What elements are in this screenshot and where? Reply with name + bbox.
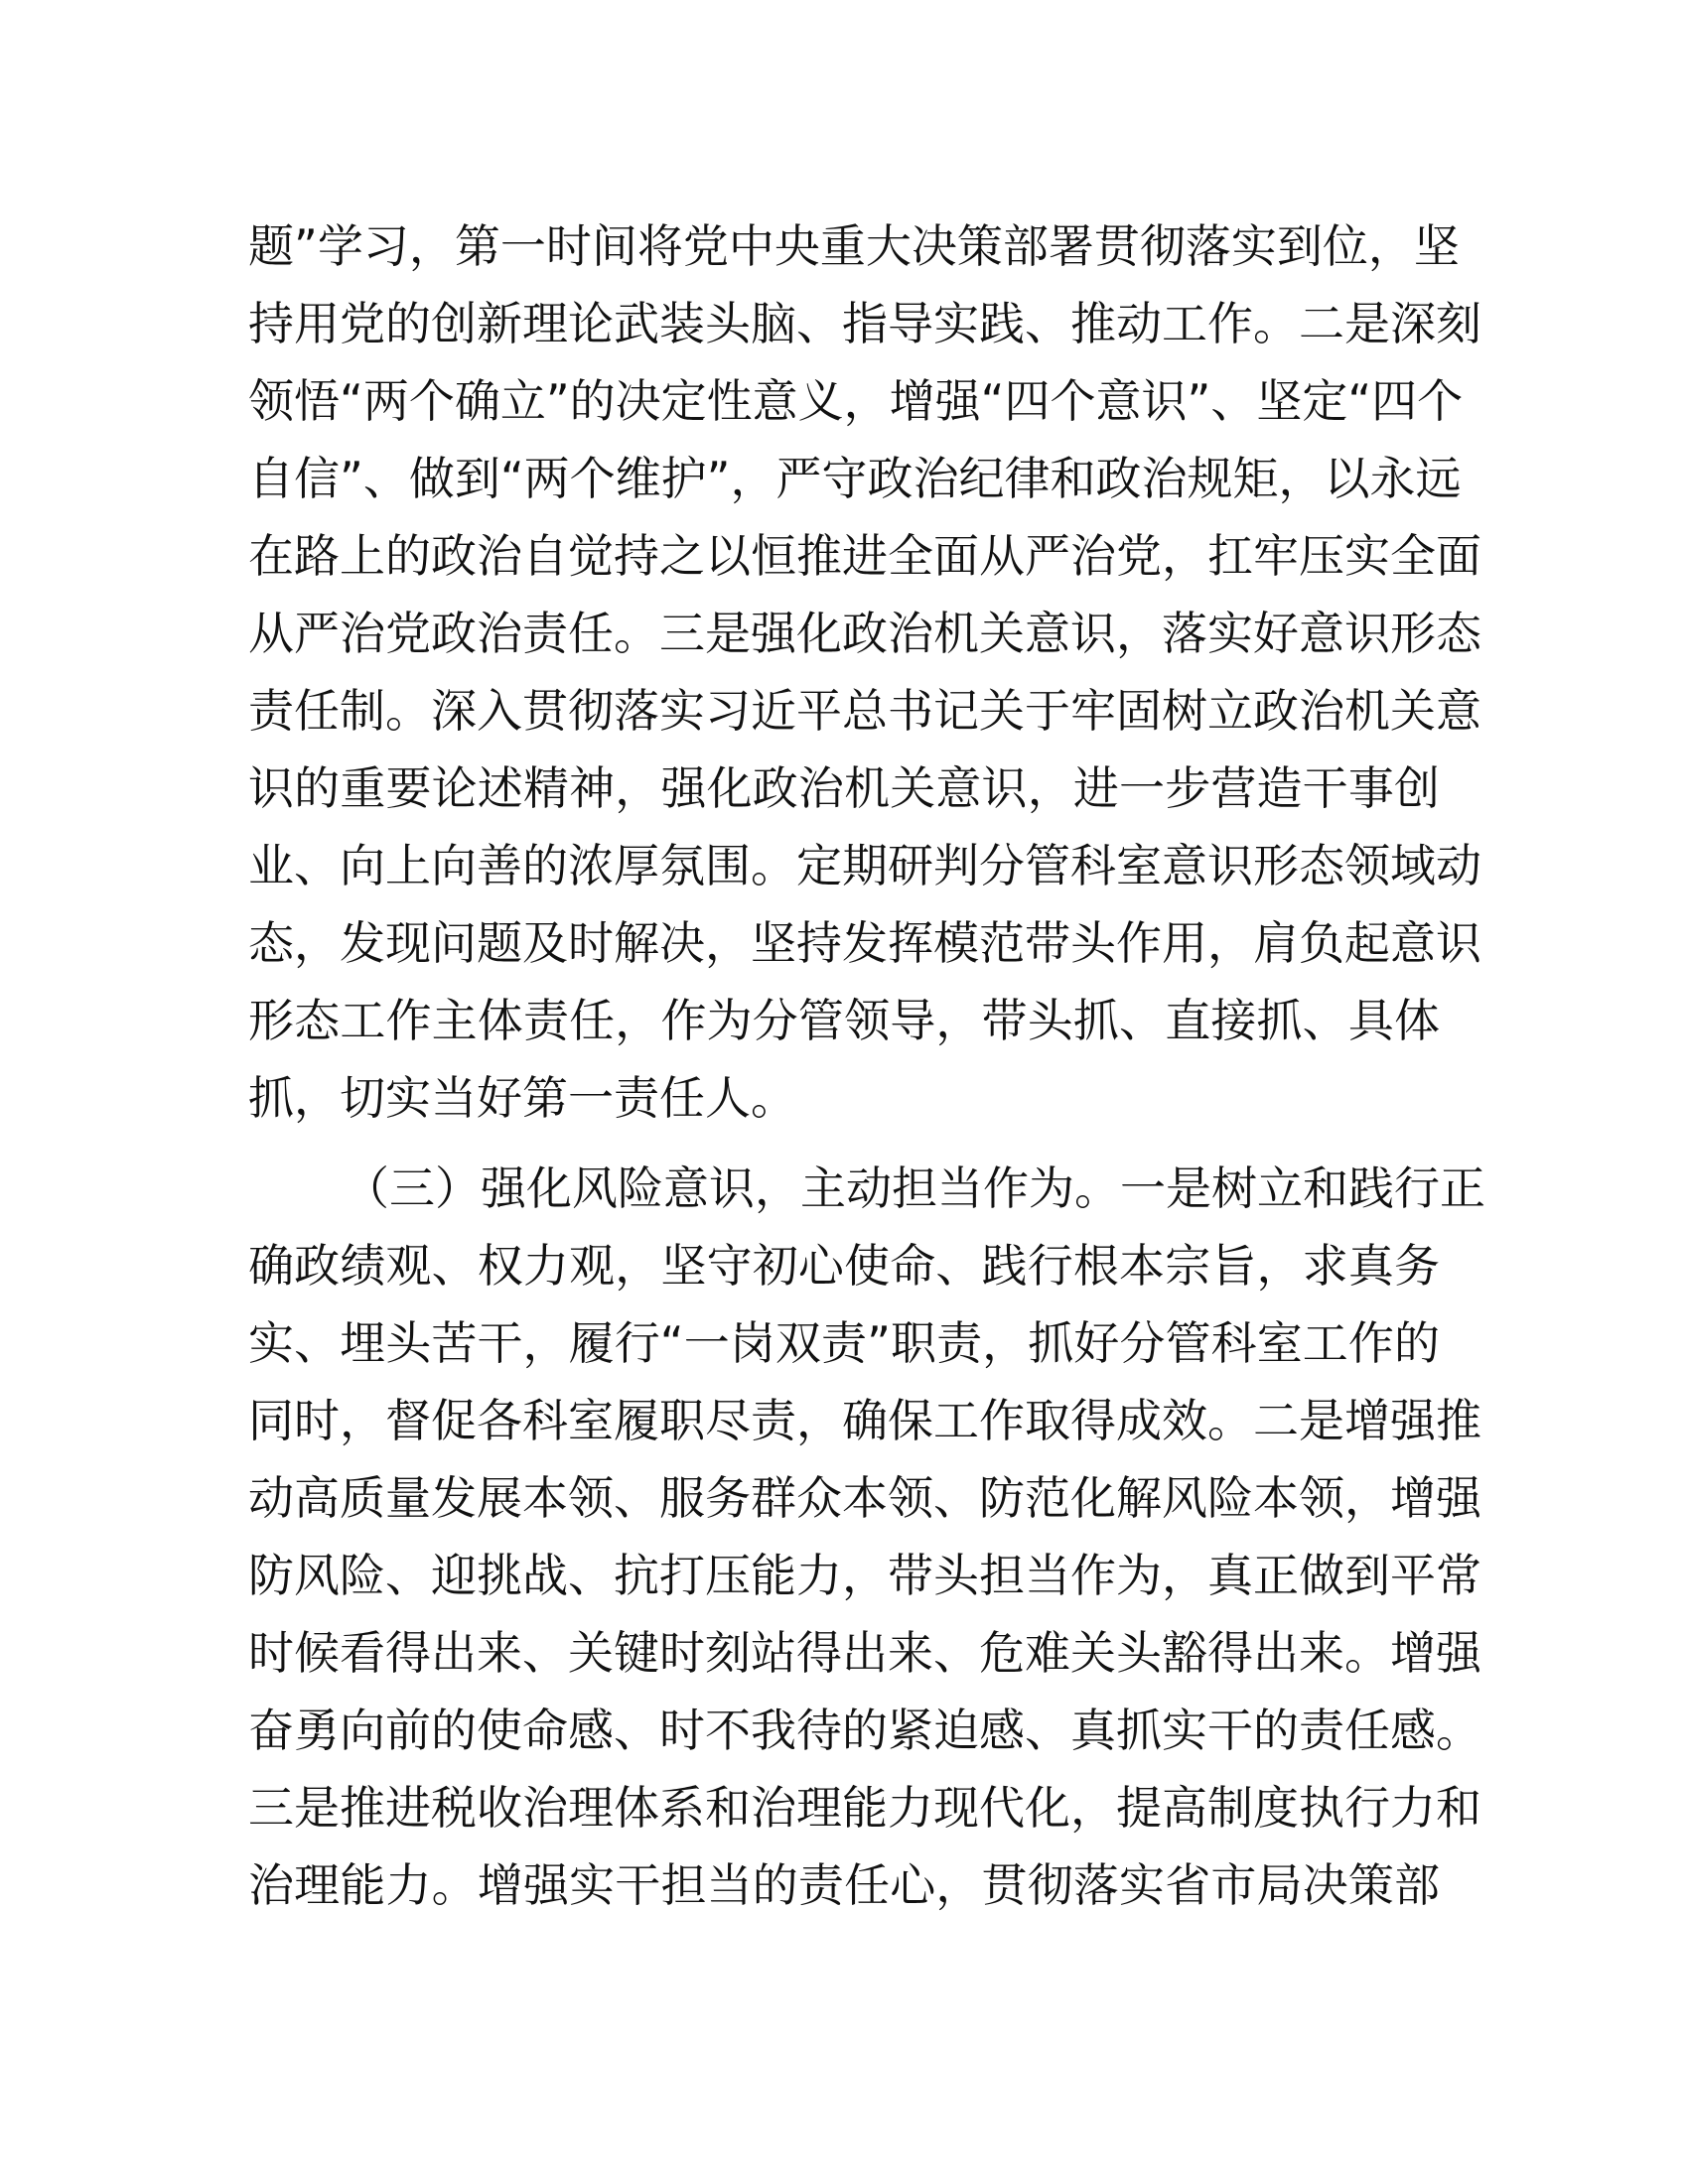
paragraph-political-responsibility	[248, 207, 1481, 1137]
text-line: 治理能力。增强实干担当的责任心，贯彻落实省市局决策部	[248, 1858, 1440, 1912]
text-line: 态，发现问题及时解决，坚持发挥模范带头作用，肩负起意识	[248, 916, 1481, 970]
section-heading-line: （三）强化风险意识，主动担当作为。一是树立和践行正	[344, 1161, 1485, 1215]
text-line: 责任制。深入贯彻落实习近平总书记关于牢固树立政治机关意	[248, 684, 1481, 738]
paragraph-risk-awareness	[248, 1150, 1485, 1924]
text-line: 业、向上向善的浓厚氛围。定期研判分管科室意识形态领域动	[248, 839, 1481, 892]
text-line: 识的重要论述精神，强化政治机关意识，进一步营造干事创	[248, 761, 1440, 815]
text-line: 奋勇向前的使命感、时不我待的紧迫感、真抓实干的责任感。	[248, 1704, 1481, 1757]
text-line: 抓，切实当好第一责任人。	[248, 1071, 796, 1125]
text-line: 时候看得出来、关键时刻站得出来、危难关头豁得出来。增强	[248, 1626, 1481, 1680]
text-line: 动高质量发展本领、服务群众本领、防范化解风险本领，增强	[248, 1471, 1481, 1525]
text-line: 三是推进税收治理体系和治理能力现代化，提高制度执行力和	[248, 1781, 1481, 1835]
text-line: 在路上的政治自觉持之以恒推进全面从严治党，扛牢压实全面	[248, 529, 1481, 583]
text-line: 自信”、做到“两个维护”，严守政治纪律和政治规矩，以永远	[248, 452, 1462, 505]
text-line: 形态工作主体责任，作为分管领导，带头抓、直接抓、具体	[248, 994, 1440, 1047]
text-line: 同时，督促各科室履职尽责，确保工作取得成效。二是增强推	[248, 1394, 1481, 1447]
text-line: 确政绩观、权力观，坚守初心使命、践行根本宗旨，求真务	[248, 1239, 1440, 1293]
text-line: 防风险、迎挑战、抗打压能力，带头担当作为，真正做到平常	[248, 1549, 1481, 1602]
text-line: 实、埋头苦干，履行“一岗双责”职责，抓好分管科室工作的	[248, 1316, 1440, 1370]
text-line: 持用党的创新理论武装头脑、指导实践、推动工作。二是深刻	[248, 297, 1481, 350]
text-line: 题”学习，第一时间将党中央重大决策部署贯彻落实到位，坚	[248, 219, 1460, 273]
text-line: 领悟“两个确立”的决定性意义，增强“四个意识”、坚定“四个	[248, 374, 1464, 428]
text-line: 从严治党政治责任。三是强化政治机关意识，落实好意识形态	[248, 607, 1481, 660]
